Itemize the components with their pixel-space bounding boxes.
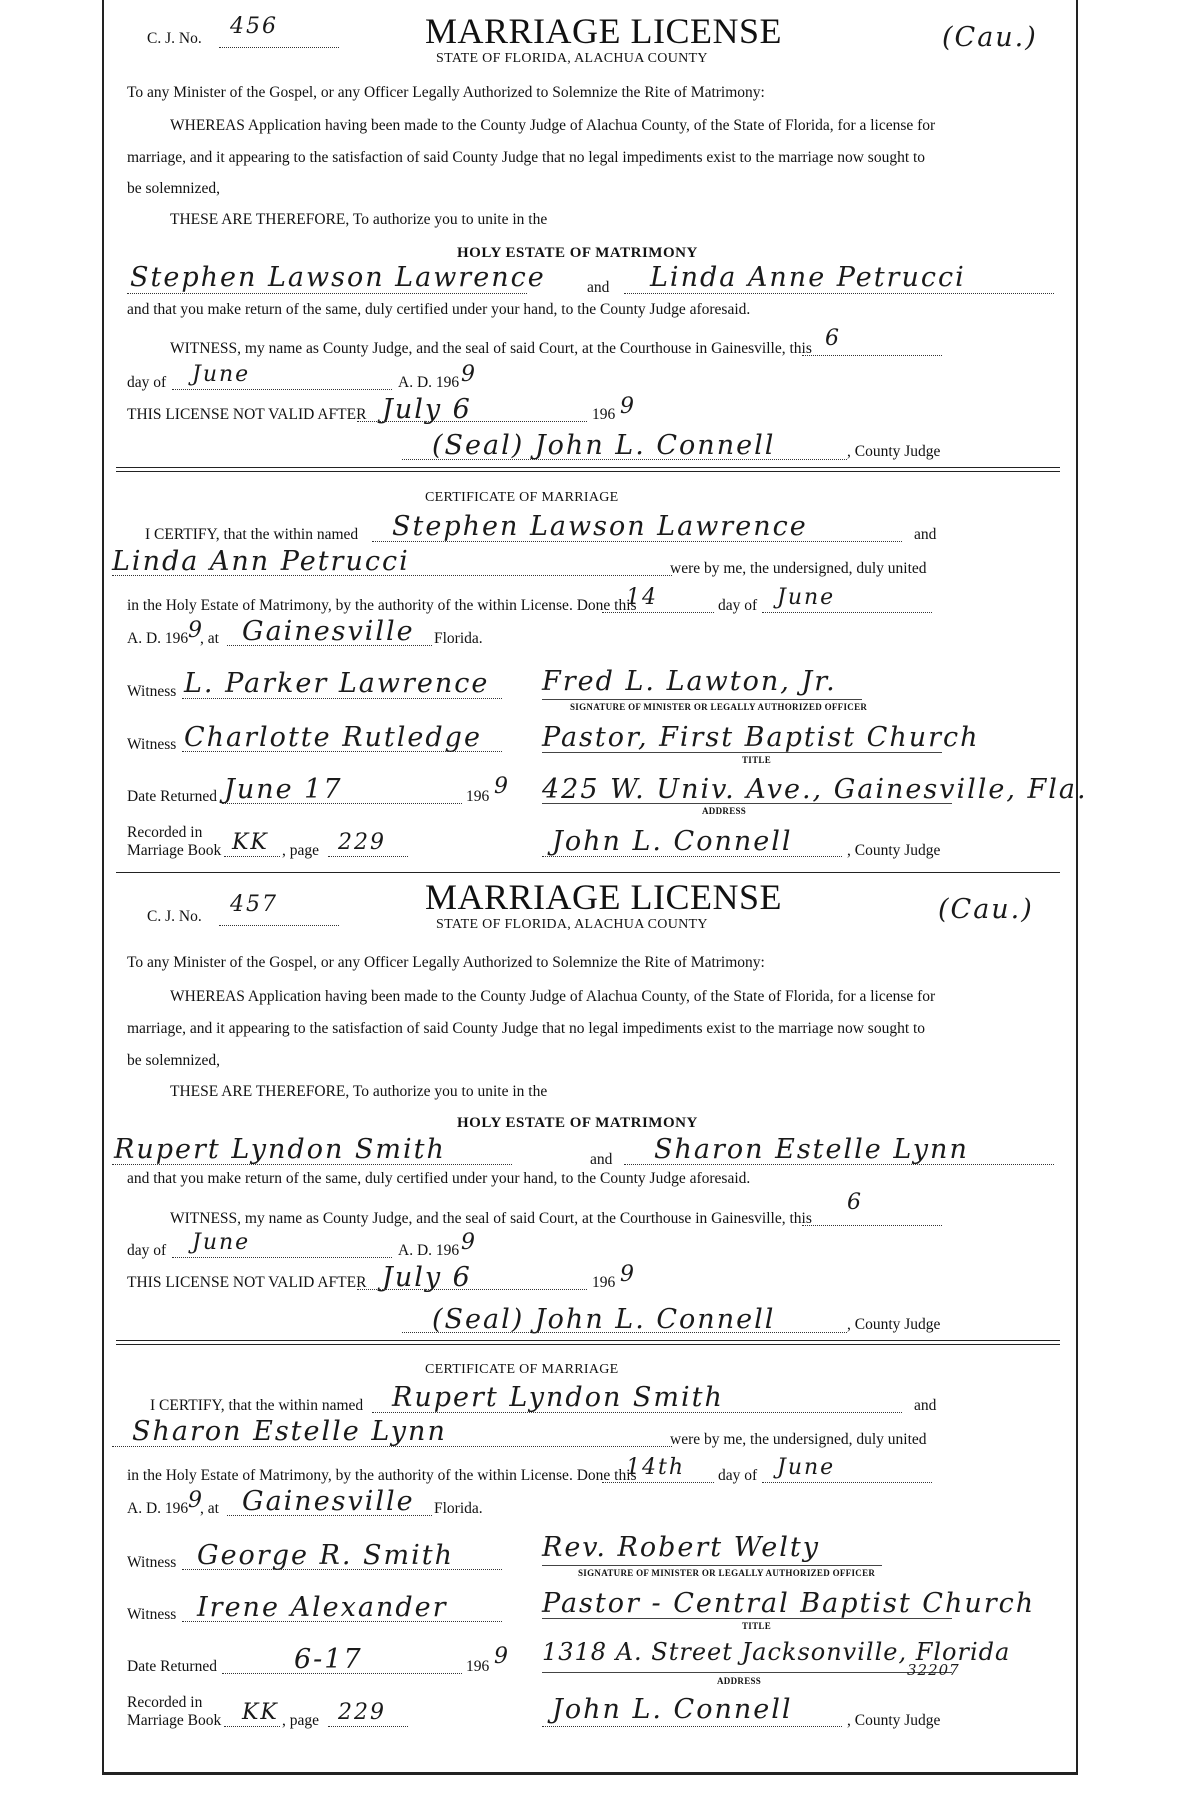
recorded-in-label: Recorded in — [127, 1694, 203, 1711]
title-label: TITLE — [742, 1621, 772, 1631]
issue-year: 9 — [461, 362, 477, 387]
certificate-bride: Sharon Estelle Lynn — [132, 1416, 447, 1447]
returned-year: 9 — [494, 774, 510, 799]
day-of-label-2: day of — [718, 1467, 758, 1484]
officer-signature: Fred L. Lawton, Jr. — [542, 666, 837, 697]
recorded-in-label: Recorded in — [127, 824, 203, 841]
holy-estate-line: in the Holy Estate of Matrimony, by the authority of the within License. Done this — [127, 1467, 637, 1484]
done-year: 9 — [188, 618, 204, 643]
florida-label: Florida. — [434, 630, 483, 647]
witness-1-signature: George R. Smith — [197, 1540, 455, 1571]
page-number: 229 — [338, 1700, 386, 1725]
were-united-label: were by me, the undersigned, duly united — [670, 560, 927, 577]
license-457 — [102, 872, 1074, 1772]
date-returned: June 17 — [224, 774, 343, 805]
page-label: , page — [282, 842, 320, 859]
done-month: June — [777, 585, 836, 610]
license-title: MARRIAGE LICENSE — [425, 877, 782, 917]
book-number: KK — [232, 830, 269, 855]
therefore-line: THESE ARE THEREFORE, To authorize you to unite in the — [170, 211, 548, 228]
done-place: Gainesville — [242, 1486, 415, 1517]
address-label: ADDRESS — [702, 806, 747, 816]
officer-address: 425 W. Univ. Ave., Gainesville, Fla. — [542, 774, 1088, 805]
ad-label: A. D. 196 — [398, 1242, 460, 1259]
were-united-label: were by me, the undersigned, duly united — [670, 1431, 927, 1448]
holy-estate-heading: HOLY ESTATE OF MATRIMONY — [457, 1115, 698, 1131]
done-month: June — [777, 1455, 836, 1480]
judge-signature-seal: (Seal) John L. Connell — [432, 430, 776, 461]
date-returned-label: Date Returned — [127, 788, 217, 805]
date-returned-label: Date Returned — [127, 1658, 217, 1675]
officer-zip: 32207 — [907, 1661, 960, 1679]
corner-note: (Cau.) — [938, 894, 1034, 925]
and-label: and — [590, 1151, 613, 1168]
license-456 — [102, 0, 1088, 880]
judge-signature: John L. Connell — [552, 826, 793, 857]
cj-number: 457 — [230, 892, 278, 917]
certificate-groom: Stephen Lawson Lawrence — [392, 511, 808, 542]
holy-estate-line: in the Holy Estate of Matrimony, by the authority of the within License. Done this — [127, 597, 637, 614]
and-label-2: and — [914, 1397, 937, 1414]
witness-2-signature: Irene Alexander — [197, 1592, 448, 1623]
done-ad-label: A. D. 196 — [127, 630, 189, 647]
cj-label: C. J. No. — [147, 908, 202, 925]
county-judge-label-2: , County Judge — [847, 842, 941, 859]
title-label: TITLE — [742, 755, 772, 765]
whereas-line-2: marriage, and it appearing to the satisfaction of said County Judge that no legal impediments exist to the marriage now sought to — [127, 149, 926, 166]
not-valid-year: 9 — [620, 394, 636, 419]
not-valid-date: July 6 — [382, 1262, 472, 1293]
done-ad-label: A. D. 196 — [127, 1500, 189, 1517]
issue-day: 6 — [847, 1190, 863, 1215]
bride-name: Linda Anne Petrucci — [650, 262, 966, 293]
whereas-line-3: be solemnized, — [127, 1052, 220, 1069]
corner-note: (Cau.) — [942, 22, 1038, 53]
not-valid-year-prefix: 196 — [592, 1274, 616, 1291]
returned-year: 9 — [494, 1644, 510, 1669]
witness-label-2: Witness — [127, 1606, 177, 1623]
address-line: To any Minister of the Gospel, or any Officer Legally Authorized to Solemnize the Rite of Matrimony: — [127, 954, 765, 971]
day-of-label-2: day of — [718, 597, 758, 614]
witness-label-1: Witness — [127, 683, 177, 700]
done-day: 14 — [626, 585, 658, 610]
bride-name: Sharon Estelle Lynn — [654, 1134, 969, 1165]
issue-year: 9 — [461, 1230, 477, 1255]
certificate-groom: Rupert Lyndon Smith — [392, 1382, 724, 1413]
certify-label: I CERTIFY, that the within named — [150, 1397, 364, 1414]
officer-signature: Rev. Robert Welty — [542, 1532, 820, 1563]
license-subtitle: STATE OF FLORIDA, ALACHUA COUNTY — [436, 917, 708, 932]
done-place: Gainesville — [242, 616, 415, 647]
witness-label-2: Witness — [127, 736, 177, 753]
returned-year-prefix: 196 — [466, 788, 490, 805]
done-year: 9 — [188, 1488, 204, 1513]
day-of-label: day of — [127, 1242, 167, 1259]
not-valid-year: 9 — [620, 1262, 636, 1287]
witness-1-signature: L. Parker Lawrence — [184, 668, 490, 699]
and-label-2: and — [914, 526, 937, 543]
county-judge-label: , County Judge — [847, 443, 941, 460]
at-label: , at — [200, 1500, 219, 1517]
witness-2-signature: Charlotte Rutledge — [184, 722, 482, 753]
address-line: To any Minister of the Gospel, or any Officer Legally Authorized to Solemnize the Rite of Matrimony: — [127, 84, 765, 101]
not-valid-date: July 6 — [382, 394, 472, 425]
officer-title: Pastor - Central Baptist Church — [542, 1588, 1036, 1619]
county-judge-label-2: , County Judge — [847, 1712, 941, 1729]
page-number: 229 — [338, 830, 386, 855]
county-judge-label: , County Judge — [847, 1316, 941, 1333]
judge-signature: John L. Connell — [552, 1694, 793, 1725]
groom-name: Rupert Lyndon Smith — [114, 1134, 446, 1165]
issue-day: 6 — [825, 326, 841, 351]
groom-name: Stephen Lawson Lawrence — [130, 262, 546, 293]
license-subtitle: STATE OF FLORIDA, ALACHUA COUNTY — [436, 51, 708, 66]
not-valid-label: THIS LICENSE NOT VALID AFTER — [127, 406, 367, 423]
day-of-label: day of — [127, 374, 167, 391]
at-label: , at — [200, 630, 219, 647]
whereas-line-2: marriage, and it appearing to the satisfaction of said County Judge that no legal impediments exist to the marriage now sought to — [127, 1020, 926, 1037]
whereas-line-3: be solemnized, — [127, 180, 220, 197]
cj-number: 456 — [230, 14, 278, 39]
issue-month: June — [192, 362, 251, 387]
marriage-book-label: Marriage Book — [127, 842, 222, 859]
book-number: KK — [242, 1700, 279, 1725]
officer-address: 1318 A. Street Jacksonville, Florida — [542, 1638, 1011, 1666]
and-label: and — [587, 279, 610, 296]
issue-month: June — [192, 1230, 251, 1255]
certificate-title: CERTIFICATE OF MARRIAGE — [425, 1362, 619, 1377]
not-valid-year-prefix: 196 — [592, 406, 616, 423]
therefore-line: THESE ARE THEREFORE, To authorize you to unite in the — [170, 1083, 548, 1100]
returned-year-prefix: 196 — [466, 1658, 490, 1675]
witness-line: WITNESS, my name as County Judge, and the seal of said Court, at the Courthouse in Gainesville, this — [170, 1210, 812, 1227]
officer-title: Pastor, First Baptist Church — [542, 722, 980, 753]
judge-signature-seal: (Seal) John L. Connell — [432, 1304, 776, 1335]
certificate-title: CERTIFICATE OF MARRIAGE — [425, 490, 619, 505]
holy-estate-heading: HOLY ESTATE OF MATRIMONY — [457, 245, 698, 261]
florida-label: Florida. — [434, 1500, 483, 1517]
witness-line: WITNESS, my name as County Judge, and the seal of said Court, at the Courthouse in Gainesville, this — [170, 340, 812, 357]
whereas-line-1: WHEREAS Application having been made to the County Judge of Alachua County, of the State of Florida, for a license for — [170, 117, 936, 134]
not-valid-label: THIS LICENSE NOT VALID AFTER — [127, 1274, 367, 1291]
certify-label: I CERTIFY, that the within named — [145, 526, 359, 543]
witness-label-1: Witness — [127, 1554, 177, 1571]
whereas-line-1: WHEREAS Application having been made to the County Judge of Alachua County, of the State of Florida, for a license for — [170, 988, 936, 1005]
done-day: 14th — [626, 1455, 686, 1480]
officer-signature-label: SIGNATURE OF MINISTER OR LEGALLY AUTHORIZED OFFICER — [578, 1568, 876, 1578]
return-line: and that you make return of the same, duly certified under your hand, to the County Judge aforesaid. — [127, 1170, 751, 1187]
ad-label: A. D. 196 — [398, 374, 460, 391]
cj-label: C. J. No. — [147, 30, 202, 47]
date-returned: 6-17 — [294, 1644, 363, 1675]
license-title: MARRIAGE LICENSE — [425, 11, 782, 51]
officer-signature-label: SIGNATURE OF MINISTER OR LEGALLY AUTHORIZED OFFICER — [570, 702, 868, 712]
marriage-book-label: Marriage Book — [127, 1712, 222, 1729]
address-label: ADDRESS — [717, 1676, 762, 1686]
return-line: and that you make return of the same, duly certified under your hand, to the County Judge aforesaid. — [127, 301, 751, 318]
certificate-bride: Linda Ann Petrucci — [112, 546, 410, 577]
page-label: , page — [282, 1712, 320, 1729]
